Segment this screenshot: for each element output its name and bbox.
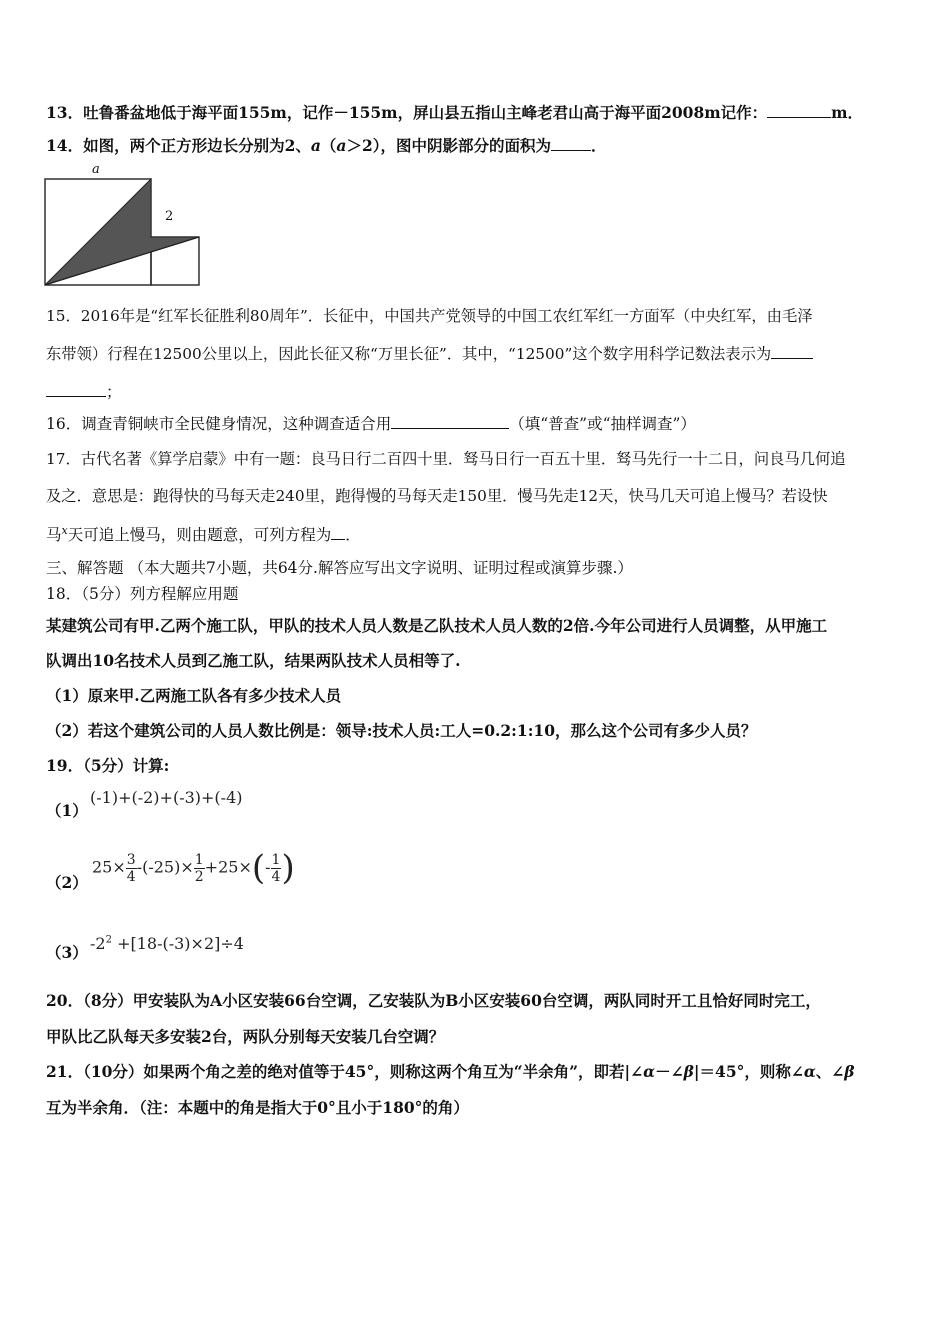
question-19-head: 19．（5分）计算:: [46, 756, 170, 775]
section-3-title: 三、解答题: [46, 559, 124, 577]
q14-var-a2: a: [336, 136, 347, 155]
q15-answer-blank[interactable]: [771, 344, 813, 359]
fraction-1-4: [271, 852, 282, 885]
q16-hint: （填“普查”或“抽样调查”）: [509, 415, 696, 433]
q14-answer-blank[interactable]: [551, 136, 591, 151]
q21-beta: β: [683, 1062, 694, 1081]
fraction-3-4: [126, 852, 137, 885]
q14-figure: [44, 168, 206, 288]
section-3-header: [46, 558, 633, 578]
q21-sep: 、∠: [815, 1062, 845, 1081]
p3-term-b: +[18-(-3)×2]÷4: [117, 934, 244, 953]
frac1-den: 4: [126, 868, 136, 885]
q14-end: ．: [591, 136, 607, 155]
q17-answer-blank[interactable]: [331, 525, 345, 540]
q15-end: ；: [106, 383, 122, 401]
q21-beta2: β: [844, 1062, 855, 1081]
question-18-line2: 队调出10名技术人员到乙施工队，结果两队技术人员相等了.: [46, 651, 461, 670]
p2-minus: -: [265, 857, 271, 877]
q17-text: 马: [46, 526, 62, 545]
q21-minus: －∠: [655, 1062, 684, 1081]
q21-text: 21．（10分）如果两个角之差的绝对值等于45°，则称这两个角互为“半余角”，即若|∠: [46, 1062, 644, 1081]
figure-label-2: 2: [165, 209, 174, 224]
q19-part2-expression: [92, 848, 295, 888]
question-21-line2: 互为半余角．（注：本题中的角是指大于0°且小于180°的角）: [46, 1098, 469, 1117]
p3-exponent: 2: [105, 934, 112, 946]
frac1-num: 3: [126, 851, 136, 868]
q14-condition: ＞2）: [346, 136, 381, 155]
q16-text: 16．调查青铜峡市全民健身情况，这种调查适合用: [46, 415, 392, 433]
q16-answer-blank[interactable]: [391, 414, 509, 429]
question-17-line3: [46, 521, 361, 545]
p2-term-a: 25×: [92, 857, 126, 877]
left-paren: (: [251, 848, 266, 888]
q17-text-post: 天可追上慢马，则由题意，可列方程为: [67, 526, 332, 545]
question-15-line2: [46, 344, 813, 364]
q15-text: 东带领）行程在12500公里以上，因此长征又称“万里长征”．其中，“12500”这个数字用科学记数法表示为: [46, 345, 772, 363]
q14-text: 14．如图，两个正方形边长分别为2、: [46, 136, 311, 155]
question-13: [46, 103, 863, 123]
q19-part3-label: （3）: [46, 943, 88, 962]
question-17-line2: 及之．意思是：跑得快的马每天走240里，跑得慢的马每天走150里．慢马先走12天，快马几天可追上慢马？若设快: [46, 487, 828, 505]
question-20-line2: 甲队比乙队每天多安装2台，两队分别每天安装几台空调？: [46, 1027, 445, 1046]
q14-paren: （: [320, 136, 337, 155]
figure-label-a: a: [92, 162, 100, 177]
q13-unit: m．: [831, 103, 864, 122]
question-18-head: 18．（5分）列方程解应用题: [46, 585, 239, 603]
frac3-num: 1: [271, 851, 281, 868]
q15-answer-blank-cont[interactable]: [46, 382, 106, 397]
p3-term-a: -2: [90, 934, 106, 953]
q13-text: 13．吐鲁番盆地低于海平面155m，记作－155m，屏山县五指山主峰老君山高于海平面2008m记作：: [46, 103, 768, 122]
q13-answer-blank[interactable]: [767, 103, 831, 118]
question-15-line1: 15．2016年是“红军长征胜利80周年”．长征中，中国共产党领导的中国工农红军红一方面军（中央红军，由毛泽: [46, 307, 813, 325]
question-17-line1: 17．古代名著《算学启蒙》中有一题：良马日行二百四十里．驽马日行一百五十里．驽马先行一十二日，问良马几何追: [46, 450, 846, 468]
question-18-sub2: （2）若这个建筑公司的人员人数比例是：领导:技术人员:工人=0.2:1:10，那么这个公司有多少人员？: [46, 721, 757, 740]
q19-part3-expression: [90, 934, 244, 953]
question-18-line1: 某建筑公司有甲.乙两个施工队，甲队的技术人员人数是乙队技术人员人数的2倍.今年公司进行人员调整，从甲施工: [46, 616, 828, 635]
question-18-sub1: （1）原来甲.乙两施工队各有多少技术人员: [46, 686, 342, 705]
q19-part1-expression: (-1)+(-2)+(-3)+(-4): [90, 788, 243, 807]
q14-text-post: ，图中阴影部分的面积为: [380, 136, 552, 155]
question-20-line1: 20．（8分）甲安装队为A小区安装66台空调，乙安装队为B小区安装60台空调，两队同时开工且恰好同时完工，: [46, 991, 821, 1010]
p2-term-b: -(-25)×: [136, 857, 194, 877]
p2-term-c: +25×: [204, 857, 252, 877]
question-15-line3: [46, 382, 122, 402]
section-3-note: （本大题共7小题，共64分.解答应写出文字说明、证明过程或演算步骤.）: [128, 559, 633, 577]
fraction-1-2: [194, 852, 205, 885]
frac2-den: 2: [194, 868, 204, 885]
q21-alpha2: α: [803, 1062, 816, 1081]
question-21-line1: [46, 1062, 855, 1082]
right-paren: ): [281, 848, 295, 888]
shaded-region: [45, 179, 199, 285]
question-14: [46, 136, 607, 156]
q14-var-a: a: [310, 136, 321, 155]
q21-text-mid: |＝45°，则称∠: [693, 1062, 804, 1081]
q21-alpha: α: [643, 1062, 656, 1081]
frac3-den: 4: [271, 868, 281, 885]
q17-var-x: x: [61, 524, 68, 537]
q19-part2-label: （2）: [46, 873, 88, 892]
frac2-num: 1: [194, 851, 204, 868]
q19-part1-label: （1）: [46, 801, 88, 820]
q17-end: ．: [345, 526, 361, 545]
question-16: [46, 414, 696, 434]
